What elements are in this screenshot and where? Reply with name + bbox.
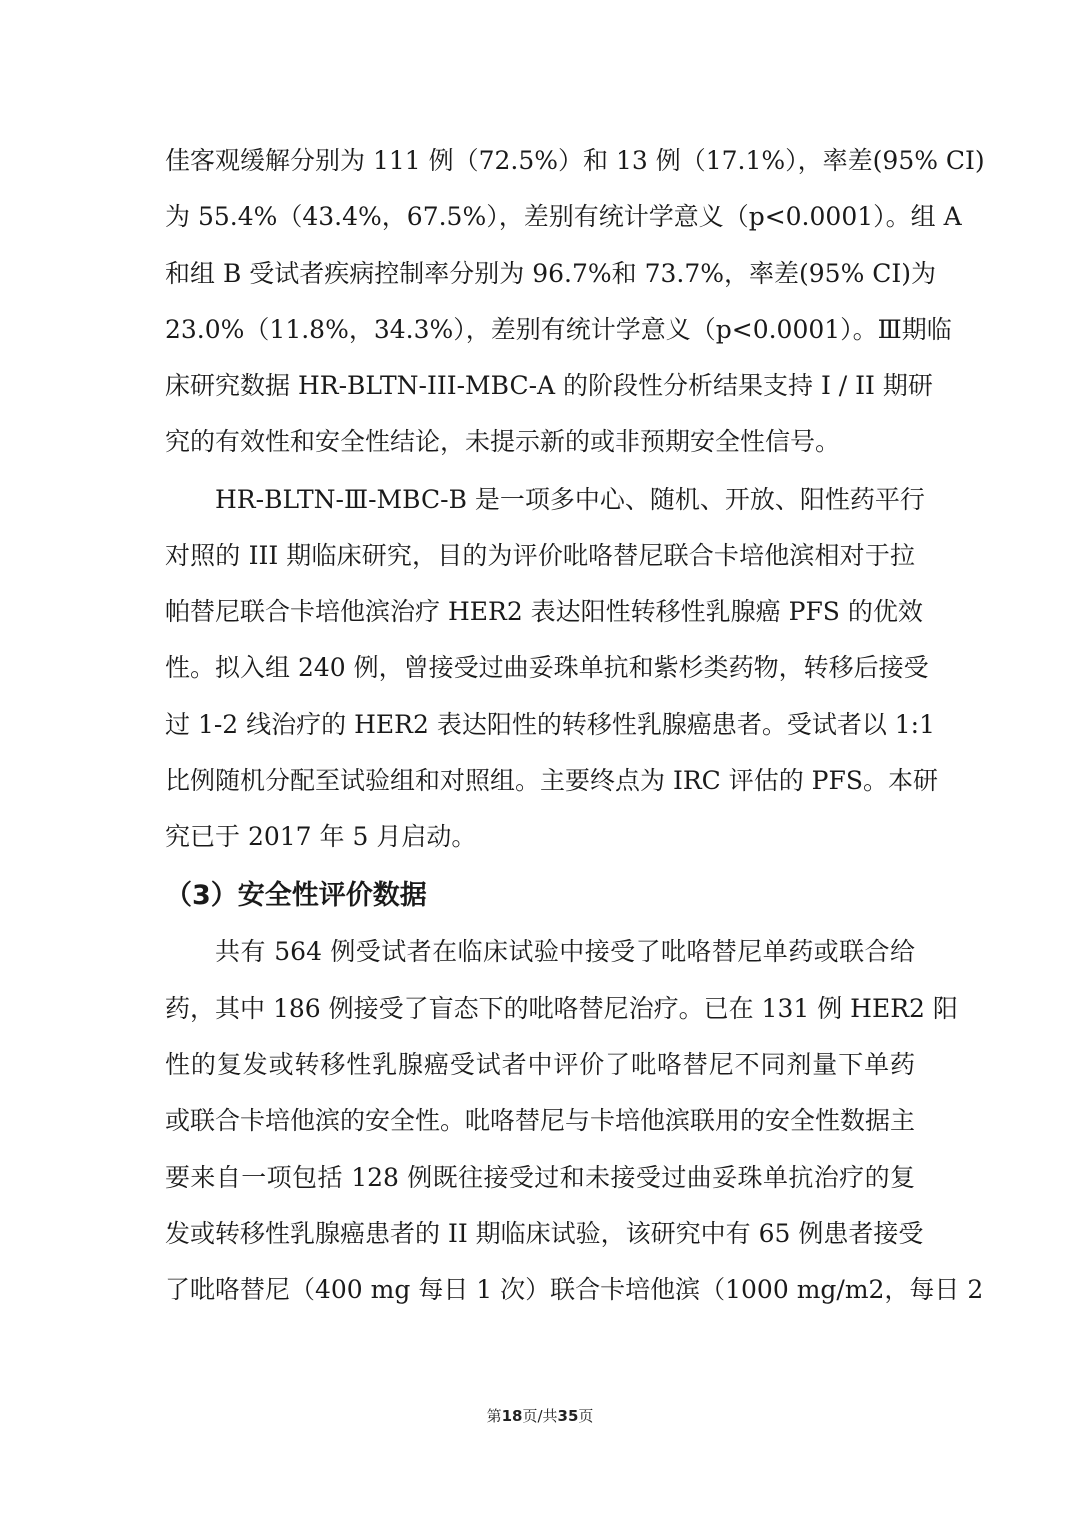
total-page-count: 35 (557, 1407, 579, 1425)
current-page-number: 18 (501, 1407, 523, 1425)
paragraph-line: HR-BLTN-Ⅲ-MBC-B 是一项多中心、随机、开放、阳性药平行 (215, 485, 925, 514)
footer-prefix: 第 (486, 1407, 502, 1425)
paragraph-line: 对照的 III 期临床研究，目的为评价吡咯替尼联合卡培他滨相对于拉 (165, 541, 915, 570)
paragraph-line: 或联合卡培他滨的安全性。吡咯替尼与卡培他滨联用的安全性数据主 (165, 1106, 916, 1135)
paragraph-line: 性。拟入组 240 例，曾接受过曲妥珠单抗和紫杉类药物，转移后接受 (165, 653, 929, 682)
paragraph-line: 和组 B 受试者疾病控制率分别为 96.7%和 73.7%，率差(95% CI)为 (165, 259, 937, 288)
paragraph-line: 究已于 2017 年 5 月启动。 (165, 822, 477, 851)
paragraph-line: 佳客观缓解分别为 111 例（72.5%）和 13 例（17.1%），率差(95% CI) (165, 146, 985, 175)
paragraph-line: 要来自一项包括 128 例既往接受过和未接受过曲妥珠单抗治疗的复 (165, 1163, 915, 1192)
footer-suffix: 页 (578, 1407, 594, 1425)
footer-middle: 页/共 (522, 1407, 558, 1425)
paragraph-line: 为 55.4%（43.4%，67.5%），差别有统计学意义（p<0.0001）。组 A (165, 202, 962, 231)
paragraph-line: 过 1-2 线治疗的 HER2 表达阳性的转移性乳腺癌患者。受试者以 1:1 (165, 710, 936, 739)
paragraph-line: 发或转移性乳腺癌患者的 II 期临床试验，该研究中有 65 例患者接受 (165, 1219, 924, 1248)
paragraph-line: 帕替尼联合卡培他滨治疗 HER2 表达阳性转移性乳腺癌 PFS 的优效 (165, 597, 923, 626)
paragraph-line: 23.0%（11.8%，34.3%），差别有统计学意义（p<0.0001）。Ⅲ期临 (165, 315, 952, 344)
paragraph-line: 比例随机分配至试验组和对照组。主要终点为 IRC 评估的 PFS。本研 (165, 766, 938, 795)
paragraph-line: 药，其中 186 例接受了盲态下的吡咯替尼治疗。已在 131 例 HER2 阳 (165, 994, 958, 1023)
paragraph-line: 性的复发或转移性乳腺癌受试者中评价了吡咯替尼不同剂量下单药 (165, 1050, 915, 1079)
paragraph-line: 共有 564 例受试者在临床试验中接受了吡咯替尼单药或联合给 (215, 937, 915, 966)
page-footer (0, 1406, 1080, 1426)
section-heading: （3）安全性评价数据 (165, 880, 427, 911)
paragraph-line: 究的有效性和安全性结论，未提示新的或非预期安全性信号。 (165, 427, 841, 456)
paragraph-line: 了吡咯替尼（400 mg 每日 1 次）联合卡培他滨（1000 mg/m2，每日 2 (165, 1275, 984, 1304)
paragraph-line: 床研究数据 HR-BLTN-III-MBC-A 的阶段性分析结果支持 I / II 期研 (165, 371, 933, 400)
